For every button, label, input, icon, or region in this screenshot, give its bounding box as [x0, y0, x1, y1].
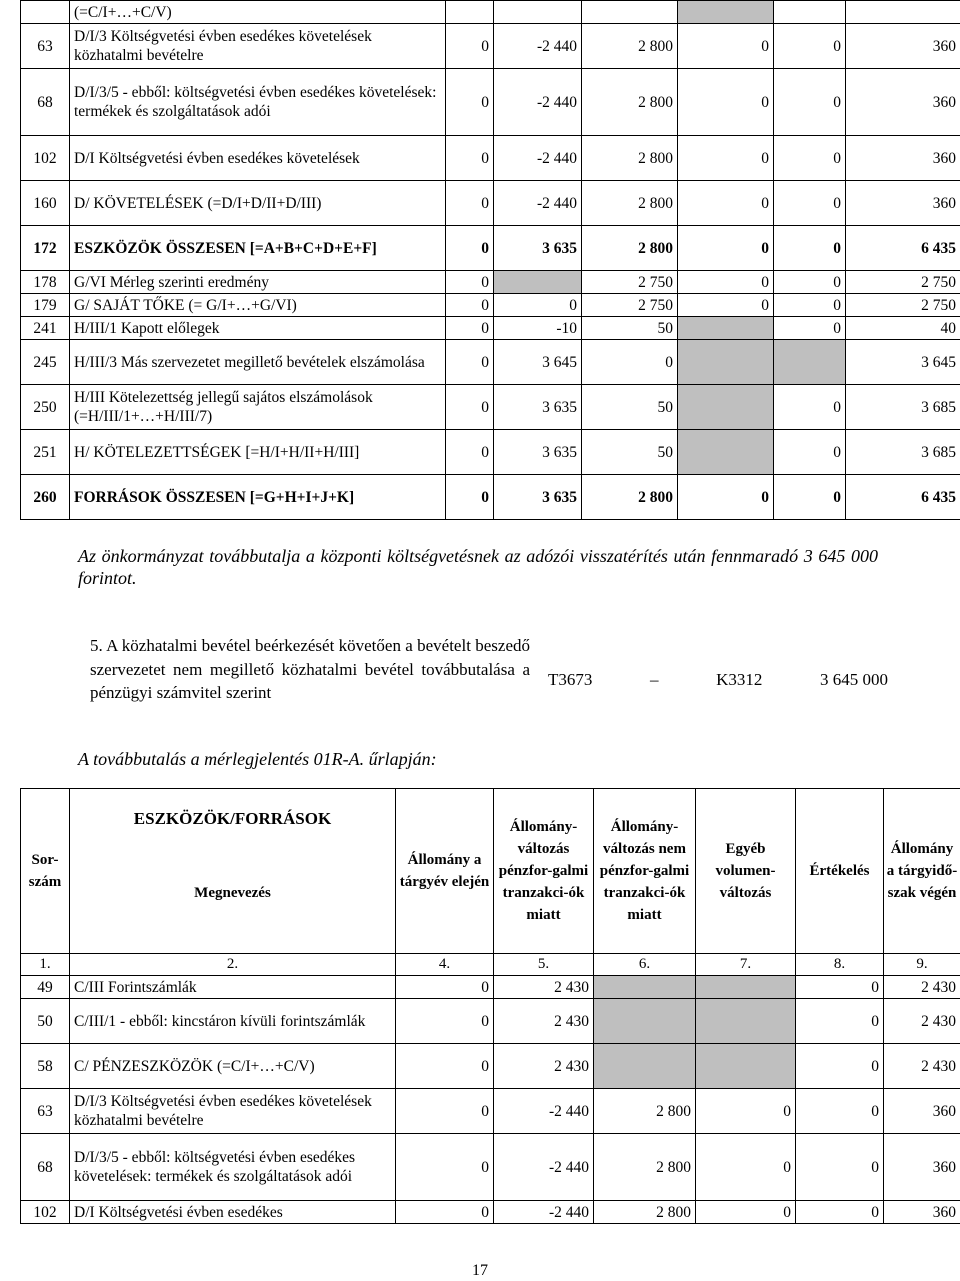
row-value: 0 [774, 294, 846, 317]
row-value: 2 800 [594, 1089, 696, 1134]
row-value: 0 [678, 294, 774, 317]
row-value: 0 [396, 1089, 494, 1134]
row-label: C/III/1 - ebből: kincstáron kívüli forintszámlák [70, 999, 396, 1044]
row-value: 2 430 [884, 999, 960, 1044]
row-value: -2 440 [494, 24, 582, 69]
row-value: 360 [846, 69, 960, 136]
row-value: 0 [678, 136, 774, 181]
row-value: 0 [446, 69, 494, 136]
row-value: 0 [396, 999, 494, 1044]
row-value: 3 685 [846, 430, 960, 475]
row-label: C/ PÉNZESZKÖZÖK (=C/I+…+C/V) [70, 1044, 396, 1089]
row-value: 0 [696, 1134, 796, 1201]
header-col8: Értékelés [796, 789, 884, 954]
row-value: 0 [796, 1201, 884, 1224]
row-label: H/III/1 Kapott előlegek [70, 317, 446, 340]
row-value: 0 [396, 1201, 494, 1224]
row-value: 2 800 [582, 181, 678, 226]
row-value: 3 635 [494, 430, 582, 475]
row-value: 2 800 [594, 1201, 696, 1224]
row-value: 0 [696, 1089, 796, 1134]
row-number: 63 [21, 1089, 70, 1134]
table-row [21, 136, 960, 181]
row-value: 0 [446, 430, 494, 475]
table-row [21, 226, 960, 271]
balance-table-bottom [20, 788, 960, 1224]
table-row [21, 999, 960, 1044]
row-value: 0 [446, 271, 494, 294]
row-value: 3 635 [494, 226, 582, 271]
row-label: D/I/3/5 - ebből: költségvetési évben esedékes követelések: termékek és szolgáltatások adói [70, 1134, 396, 1201]
row-value: 0 [446, 385, 494, 430]
row-value [594, 976, 696, 999]
row-value: 40 [846, 317, 960, 340]
table-row [21, 340, 960, 385]
header-col5: Állomány-változás pénzfor-galmi tranzakci-ók miatt [494, 789, 594, 954]
row-label: D/I/3/5 - ebből: költségvetési évben esedékes követelések: termékek és szolgáltatások adói [70, 69, 446, 136]
row-number: 49 [21, 976, 70, 999]
row-value: 2 750 [582, 294, 678, 317]
row-value: 2 800 [582, 136, 678, 181]
row-value [494, 1, 582, 24]
row-value: 0 [494, 294, 582, 317]
page-number: 17 [472, 1262, 488, 1279]
row-value: 0 [774, 430, 846, 475]
row-value: 0 [696, 1201, 796, 1224]
column-number: 8. [796, 954, 884, 976]
row-value: 0 [796, 1044, 884, 1089]
row-value: 0 [582, 340, 678, 385]
table-row [21, 976, 960, 999]
row-value [582, 1, 678, 24]
header-col9: Állomány a tárgyidő-szak végén [884, 789, 960, 954]
row-label: H/ KÖTELEZETTSÉGEK [=H/I+H/II+H/III] [70, 430, 446, 475]
column-number: 1. [21, 954, 70, 976]
row-value: 2 800 [582, 475, 678, 520]
row-value [594, 1044, 696, 1089]
row-value: 2 800 [582, 69, 678, 136]
column-number: 2. [70, 954, 396, 976]
row-label: H/III Kötelezettség jellegű sajátos elszámolások (=H/III/1+…+H/III/7) [70, 385, 446, 430]
row-value: 2 430 [494, 976, 594, 999]
row-value [678, 430, 774, 475]
row-value: 6 435 [846, 226, 960, 271]
row-value: 2 430 [884, 976, 960, 999]
row-value: 0 [796, 1134, 884, 1201]
row-label: D/ KÖVETELÉSEK (=D/I+D/II+D/III) [70, 181, 446, 226]
header-col7: Egyéb volumen-változás [696, 789, 796, 954]
row-number: 160 [21, 181, 70, 226]
row-value: 0 [446, 24, 494, 69]
row-number: 245 [21, 340, 70, 385]
credit-account: K3312 [716, 670, 763, 689]
row-value [774, 1, 846, 24]
row-label: D/I/3 Költségvetési évben esedékes követelések közhatalmi bevételre [70, 24, 446, 69]
table-row [21, 1089, 960, 1134]
row-value: 0 [446, 181, 494, 226]
table-row [21, 430, 960, 475]
row-value: 0 [774, 136, 846, 181]
row-value: 0 [774, 24, 846, 69]
row-value: 0 [678, 24, 774, 69]
row-value: 2 750 [582, 271, 678, 294]
row-label: D/I/3 Költségvetési évben esedékes követelések közhatalmi bevételre [70, 1089, 396, 1134]
table-row [21, 69, 960, 136]
row-value: -10 [494, 317, 582, 340]
row-label: D/I Költségvetési évben esedékes [70, 1201, 396, 1224]
row-value [678, 317, 774, 340]
row-value: 50 [582, 430, 678, 475]
row-value: 360 [884, 1134, 960, 1201]
row-value: 0 [774, 181, 846, 226]
row-number: 178 [21, 271, 70, 294]
row-value: 50 [582, 385, 678, 430]
table-row [21, 1201, 960, 1224]
column-number: 5. [494, 954, 594, 976]
row-value [696, 1044, 796, 1089]
row-value [846, 1, 960, 24]
header-col4: Állomány a tárgyév elején [396, 789, 494, 954]
row-value: 2 750 [846, 294, 960, 317]
row-number: 102 [21, 1201, 70, 1224]
row-value: 0 [774, 385, 846, 430]
row-value: 0 [774, 271, 846, 294]
row-value: 360 [884, 1089, 960, 1134]
row-value: 0 [446, 317, 494, 340]
row-label: ESZKÖZÖK ÖSSZESEN [=A+B+C+D+E+F] [70, 226, 446, 271]
row-value: 6 435 [846, 475, 960, 520]
row-value: 2 430 [494, 1044, 594, 1089]
row-number: 102 [21, 136, 70, 181]
row-label: (=C/I+…+C/V) [70, 1, 446, 24]
row-value [696, 976, 796, 999]
row-value [678, 1, 774, 24]
row-value [774, 340, 846, 385]
header-eszkozok-label: ESZKÖZÖK/FORRÁSOK [133, 809, 332, 828]
header-col6: Állomány-változás nem pénzfor-galmi tranzakci-ók miatt [594, 789, 696, 954]
table-row [21, 1044, 960, 1089]
row-value: 0 [774, 226, 846, 271]
row-label: G/VI Mérleg szerinti eredmény [70, 271, 446, 294]
row-value: 3 645 [846, 340, 960, 385]
row-value: -2 440 [494, 1201, 594, 1224]
row-number [21, 1, 70, 24]
row-value: 360 [846, 136, 960, 181]
row-number: 241 [21, 317, 70, 340]
row-value [446, 1, 494, 24]
column-number: 9. [884, 954, 960, 976]
row-label: C/III Forintszámlák [70, 976, 396, 999]
row-value: 2 800 [582, 226, 678, 271]
row-value: 0 [446, 475, 494, 520]
row-label: FORRÁSOK ÖSSZESEN [=G+H+I+J+K] [70, 475, 446, 520]
row-value: 0 [446, 294, 494, 317]
row-value [594, 999, 696, 1044]
transfer-note: Az önkormányzat továbbutalja a központi költségvetésnek az adózói visszatérítés után fennmaradó 3 645 000 forintot. [78, 546, 878, 588]
balance-table-top [20, 0, 960, 520]
row-value: 360 [884, 1201, 960, 1224]
row-label: D/I Költségvetési évben esedékes követelések [70, 136, 446, 181]
row-number: 260 [21, 475, 70, 520]
row-value: 2 430 [494, 999, 594, 1044]
row-value: 0 [678, 271, 774, 294]
row-number: 179 [21, 294, 70, 317]
column-number: 4. [396, 954, 494, 976]
row-value: 2 800 [582, 24, 678, 69]
row-value: 0 [678, 181, 774, 226]
row-value: 0 [396, 1134, 494, 1201]
step-posting [548, 670, 888, 690]
table-row [21, 475, 960, 520]
row-value: 0 [796, 999, 884, 1044]
row-value: -2 440 [494, 69, 582, 136]
amount: 3 645 000 [820, 670, 888, 689]
row-number: 58 [21, 1044, 70, 1089]
table-row [21, 271, 960, 294]
row-value [678, 340, 774, 385]
row-value: 2 430 [884, 1044, 960, 1089]
row-number: 63 [21, 24, 70, 69]
table-row [21, 181, 960, 226]
row-value: 0 [774, 475, 846, 520]
row-value: 3 645 [494, 340, 582, 385]
row-value: 2 750 [846, 271, 960, 294]
row-number: 250 [21, 385, 70, 430]
table-row [21, 317, 960, 340]
row-value: -2 440 [494, 1134, 594, 1201]
row-value: 0 [678, 69, 774, 136]
row-number: 251 [21, 430, 70, 475]
header-megnevezes: Megnevezés [194, 885, 271, 901]
row-value: 0 [796, 976, 884, 999]
table-row [21, 294, 960, 317]
row-value: 0 [678, 475, 774, 520]
row-value: 0 [396, 1044, 494, 1089]
row-number: 68 [21, 1134, 70, 1201]
row-label: H/III/3 Más szervezetet megillető bevételek elszámolása [70, 340, 446, 385]
row-value: 0 [678, 226, 774, 271]
row-value: 0 [796, 1089, 884, 1134]
row-value: 0 [396, 976, 494, 999]
row-label: G/ SAJÁT TŐKE (= G/I+…+G/VI) [70, 294, 446, 317]
row-value: -2 440 [494, 1089, 594, 1134]
row-value: 0 [774, 317, 846, 340]
step-description: 5. A közhatalmi bevétel beérkezését követően a bevételt beszedő szervezetet nem megillető közhatalmi bevétel továbbutalása a pénzügyi számvitel szerint [90, 636, 530, 702]
row-value: -2 440 [494, 136, 582, 181]
row-value: 360 [846, 181, 960, 226]
row-value: 3 685 [846, 385, 960, 430]
row-value [678, 385, 774, 430]
row-value: 0 [774, 69, 846, 136]
row-number: 50 [21, 999, 70, 1044]
table-row [21, 24, 960, 69]
row-value: 0 [446, 226, 494, 271]
table-row [21, 1134, 960, 1201]
column-number: 7. [696, 954, 796, 976]
row-value: 3 635 [494, 385, 582, 430]
header-eszkozok [70, 789, 396, 954]
row-number: 68 [21, 69, 70, 136]
dash: – [650, 670, 659, 689]
table-row [21, 385, 960, 430]
header-sorszam: Sor-szám [21, 789, 70, 954]
debit-account: T3673 [548, 670, 593, 689]
table-row [21, 1, 960, 24]
row-value: 0 [446, 136, 494, 181]
row-number: 172 [21, 226, 70, 271]
row-value: 50 [582, 317, 678, 340]
row-value: 2 800 [594, 1134, 696, 1201]
column-number: 6. [594, 954, 696, 976]
row-value: 0 [446, 340, 494, 385]
row-value [494, 271, 582, 294]
row-value: 360 [846, 24, 960, 69]
transfer-title: A továbbutalás a mérlegjelentés 01R-A. űrlapján: [78, 749, 437, 769]
row-value [696, 999, 796, 1044]
row-value: 3 635 [494, 475, 582, 520]
row-value: -2 440 [494, 181, 582, 226]
